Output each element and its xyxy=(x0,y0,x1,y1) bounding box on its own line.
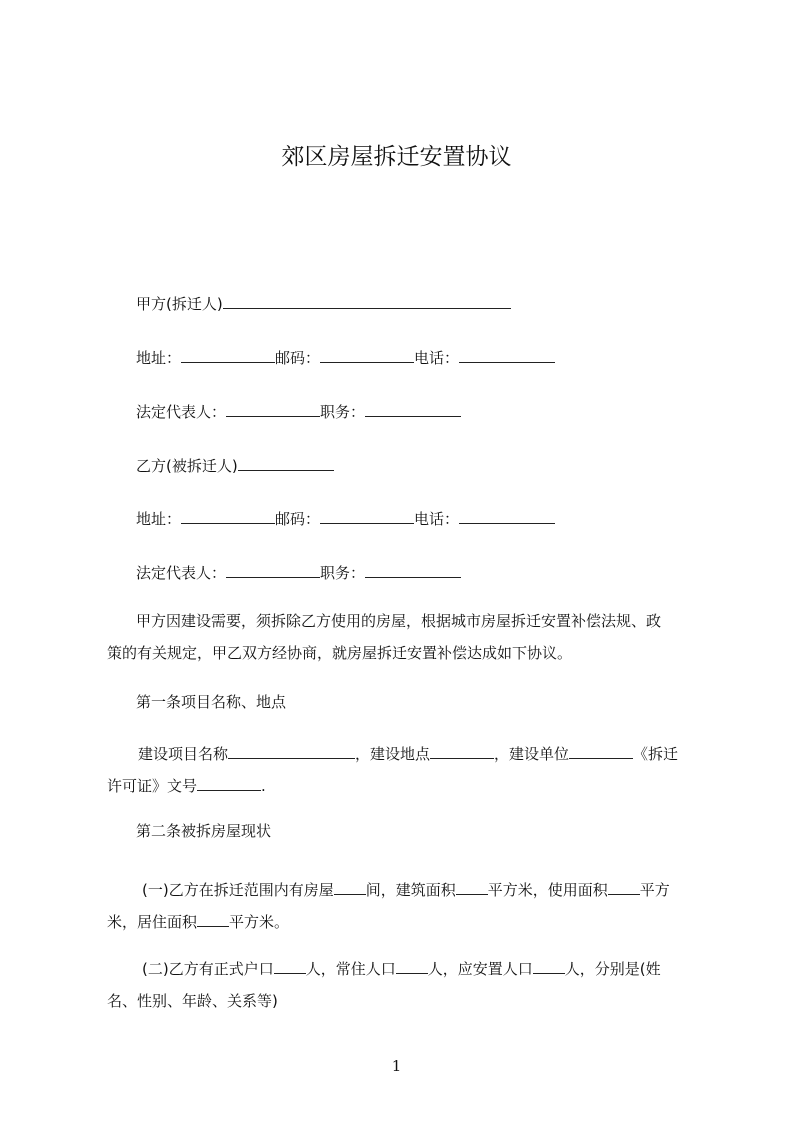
item1-part2: 间，建筑面积 xyxy=(365,881,456,899)
registered-blank xyxy=(274,957,306,974)
project-name-label: 建设项目名称 xyxy=(138,745,229,763)
party-a-line xyxy=(136,292,511,314)
project-name-blank xyxy=(228,742,355,759)
party-a-rep-label: 法定代表人： xyxy=(136,403,227,421)
unit-label: ，建设单位 xyxy=(494,745,570,763)
item2-part4: 人，分别是(姓 xyxy=(564,960,661,978)
party-b-address-blank xyxy=(181,507,275,524)
preamble-paragraph xyxy=(107,605,702,669)
item2-part5: 名、性别、年龄、关系等) xyxy=(107,992,278,1010)
party-b-rep-label: 法定代表人： xyxy=(136,564,227,582)
party-b-position-blank xyxy=(365,561,461,578)
unit-blank xyxy=(569,742,633,759)
item1-part5: 米，居住面积 xyxy=(107,913,198,931)
party-b-postcode-blank xyxy=(320,507,414,524)
permit-number-blank xyxy=(197,774,261,791)
party-a-address-label: 地址： xyxy=(136,349,182,367)
page-title: 郊区房屋拆迁安置协议 xyxy=(281,144,512,170)
site-label: ，建设地点 xyxy=(355,745,431,763)
item2-part1: (二)乙方有正式户口 xyxy=(142,960,274,978)
party-a-address-blank xyxy=(181,346,275,363)
usable-area-blank xyxy=(608,878,640,895)
preamble-line-2: 策的有关规定，甲乙双方经协商，就房屋拆迁安置补偿达成如下协议。 xyxy=(107,644,573,662)
party-a-rep-blank xyxy=(226,400,320,417)
party-b-line xyxy=(136,454,334,476)
party-b-name-blank xyxy=(238,454,334,471)
living-area-blank xyxy=(197,910,229,927)
article-1-paragraph xyxy=(107,738,702,802)
party-a-position-blank xyxy=(365,400,461,417)
party-a-postcode-blank xyxy=(320,346,414,363)
permit-label: 《拆迁 xyxy=(633,745,679,763)
item1-part4: 平方 xyxy=(639,881,670,899)
item2-part2: 人，常住人口 xyxy=(305,960,396,978)
item1-part1: (一)乙方在拆迁范围内有房屋 xyxy=(142,881,334,899)
resident-blank xyxy=(396,957,428,974)
party-b-rep-line xyxy=(136,561,461,583)
party-a-rep-line xyxy=(136,400,461,422)
resettle-blank xyxy=(533,957,565,974)
party-a-contact-line xyxy=(136,346,555,368)
party-a-postcode-label: 邮码： xyxy=(275,349,321,367)
site-blank xyxy=(430,742,494,759)
article-1-heading: 第一条项目名称、地点 xyxy=(136,693,287,711)
article-2-item-2 xyxy=(107,953,702,1017)
party-b-rep-blank xyxy=(226,561,320,578)
party-b-address-label: 地址： xyxy=(136,510,182,528)
party-a-phone-label: 电话： xyxy=(414,349,460,367)
permit-cont: 许可证》文号 xyxy=(107,777,198,795)
party-b-label: 乙方(被拆迁人) xyxy=(136,457,238,475)
article-2-item-1 xyxy=(107,874,702,938)
party-b-position-label: 职务： xyxy=(320,564,366,582)
item2-part3: 人，应安置人口 xyxy=(427,960,533,978)
party-b-phone-blank xyxy=(459,507,555,524)
item1-part3: 平方米，使用面积 xyxy=(487,881,608,899)
permit-end: . xyxy=(261,777,266,795)
party-a-label: 甲方(拆迁人) xyxy=(136,295,223,313)
building-area-blank xyxy=(456,878,488,895)
rooms-blank xyxy=(334,878,366,895)
page-number: 1 xyxy=(391,1057,402,1075)
party-b-phone-label: 电话： xyxy=(414,510,460,528)
item1-part6: 平方米。 xyxy=(229,913,290,931)
party-a-phone-blank xyxy=(459,346,555,363)
party-b-postcode-label: 邮码： xyxy=(275,510,321,528)
preamble-line-1: 甲方因建设需要，须拆除乙方使用的房屋，根据城市房屋拆迁安置补偿法规、政 xyxy=(136,612,662,630)
party-b-contact-line xyxy=(136,507,555,529)
article-2-heading: 第二条被拆房屋现状 xyxy=(136,822,272,840)
party-a-position-label: 职务： xyxy=(320,403,366,421)
party-a-name-blank xyxy=(223,292,511,309)
